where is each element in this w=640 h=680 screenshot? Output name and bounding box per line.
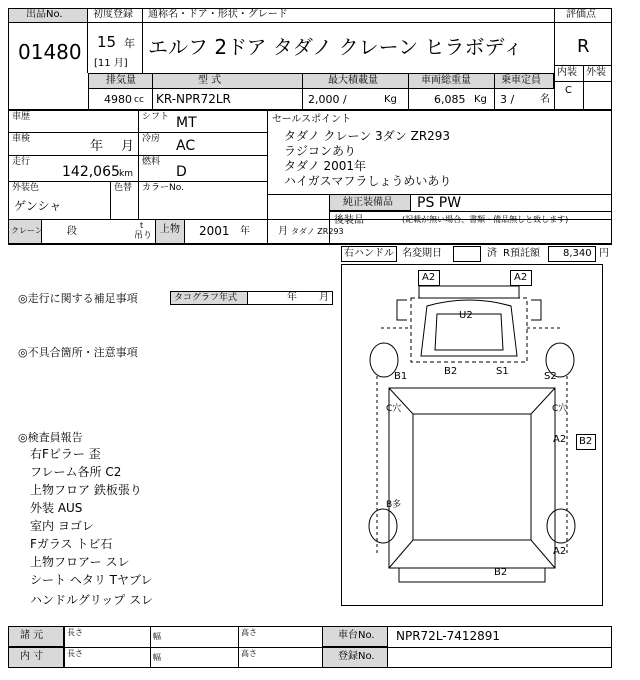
max-load-unit: Kg xyxy=(384,94,397,105)
max-load-value: 2,000 / xyxy=(308,93,347,106)
crane-lift: 吊り xyxy=(134,231,153,241)
fuel-value: D xyxy=(176,164,187,180)
aftermarket-label: 後装品 xyxy=(334,215,364,226)
body-year-unit: 年 xyxy=(240,226,250,237)
mark-b2-cab: B2 xyxy=(444,366,458,377)
interior-label: 内装 xyxy=(557,67,577,78)
length-label-2: 長さ xyxy=(67,649,83,658)
tachograph-month: 月 xyxy=(319,292,329,303)
r-fee-label: R預託額 xyxy=(503,248,540,259)
mark-b2-bottom: B2 xyxy=(494,567,508,578)
height-label-1: 高さ xyxy=(241,628,257,637)
crane-t: t xyxy=(140,221,144,230)
color-value: ゲンシャ xyxy=(14,199,62,213)
reg-month: [11 月] xyxy=(94,58,128,69)
r-fee-value: 8,340 xyxy=(563,248,592,259)
inspector-line-7: 上物フロアー スレ xyxy=(30,555,130,569)
crane-steps: 段 xyxy=(67,226,77,237)
color-label: 外装色 xyxy=(12,183,40,193)
inspector-line-2: フレーム各所 C2 xyxy=(30,465,122,479)
lot-label: 出品No. xyxy=(26,9,63,20)
name-change-box xyxy=(453,246,481,262)
capacity-label: 乗車定員 xyxy=(501,75,541,86)
car-name: エルフ 2ドア タダノ クレーン ヒラボディ xyxy=(148,35,523,59)
sales-line-1: タダノ クレーン 3ダン ZR293 xyxy=(284,129,451,143)
mark-s1: S1 xyxy=(496,366,509,377)
chassis-number: NPR72L-7412891 xyxy=(396,629,501,643)
mark-a2-tr: A2 xyxy=(514,272,528,283)
dims-label: 内 寸 xyxy=(20,651,44,662)
mark-a2-tl: A2 xyxy=(422,272,436,283)
mileage-label: 走行 xyxy=(12,157,31,167)
mark-b-many: B多 xyxy=(386,500,402,510)
inspector-line-1: 右Fピラー 歪 xyxy=(30,447,101,461)
body-year: 2001 xyxy=(199,224,230,238)
mileage-value: 142,065 xyxy=(62,164,120,180)
mileage-unit: km xyxy=(119,169,133,179)
gross-weight-value: 6,085 xyxy=(434,93,466,106)
inspector-line-9: ハンドルグリップ スレ xyxy=(30,593,154,607)
inspection-month: 月 xyxy=(121,139,135,154)
reg-label: 登録No. xyxy=(338,651,375,662)
capacity-unit: 名 xyxy=(540,94,550,105)
width-label-2: 幅 xyxy=(153,653,161,662)
inspection-label: 車検 xyxy=(12,134,31,144)
aftermarket-note: (記載が無い場合、書類・備品無しと致します) xyxy=(402,215,569,224)
inspector-line-8: シート ヘタリ Tヤブレ xyxy=(30,573,153,587)
max-load-label: 最大積載量 xyxy=(328,75,378,86)
name-change-label: 名変期日 xyxy=(402,248,442,259)
model-label: 通称名・ドア・形状・グレード xyxy=(148,9,288,20)
shift-value: MT xyxy=(176,115,197,131)
body-model: タダノ ZR293 xyxy=(291,227,344,236)
grade-label: 評価点 xyxy=(566,9,596,20)
mark-c-hole-left: C穴 xyxy=(386,404,402,414)
steering-value: 右ハンドル xyxy=(344,248,394,259)
inspector-line-5: 室内 ヨゴレ xyxy=(30,519,94,533)
mark-a2-right-low: A2 xyxy=(553,546,567,557)
shift-label: シフト xyxy=(142,112,170,122)
sales-line-4: ハイガスマフラしょうめいあり xyxy=(284,174,452,188)
sales-line-3: タダノ 2001年 xyxy=(284,159,366,173)
body-label: 上物 xyxy=(160,224,180,235)
fuel-label: 燃料 xyxy=(142,157,161,167)
genuine-label: 純正装備品 xyxy=(343,197,393,208)
inspector-line-6: Fガラス トビ石 xyxy=(30,537,113,551)
lot-number: 01480 xyxy=(18,40,82,64)
crane-label: クレーン xyxy=(11,226,43,235)
mark-c-hole-right: C穴 xyxy=(552,404,568,414)
body-month: 月 xyxy=(278,226,288,237)
chassis-label: 車台No. xyxy=(338,630,375,641)
ac-value: AC xyxy=(176,138,196,154)
genuine-value: PS PW xyxy=(417,195,462,211)
r-fee-unit: 円 xyxy=(599,248,609,259)
inspector-title: ◎検査員報告 xyxy=(18,431,83,444)
mark-s2: S2 xyxy=(544,371,557,382)
capacity-value: 3 / xyxy=(500,93,515,106)
history-label: 車歴 xyxy=(12,112,31,122)
displacement-value: 4980 xyxy=(104,93,132,106)
driving-notes-title: ◎走行に関する補足事項 xyxy=(18,292,138,305)
defects-title: ◎不具合箇所・注意事項 xyxy=(18,346,138,359)
length-label-1: 長さ xyxy=(67,628,83,637)
color-no-label: カラーNo. xyxy=(142,183,184,193)
mark-u2: U2 xyxy=(459,310,473,321)
gross-weight-unit: Kg xyxy=(474,94,487,105)
grade-value: R xyxy=(577,36,590,57)
exterior-label: 外装 xyxy=(586,67,606,78)
spec-header-bg xyxy=(88,73,554,89)
height-label-2: 高さ xyxy=(241,649,257,658)
reg-year-unit: 年 xyxy=(124,37,135,50)
reg-year: 15 xyxy=(97,33,117,51)
inspection-year: 年 xyxy=(90,139,104,154)
type-label: 型 式 xyxy=(198,75,222,86)
gross-weight-label: 車両総重量 xyxy=(421,75,471,86)
first-reg-label: 初度登録 xyxy=(93,9,133,20)
mark-b2-right: B2 xyxy=(579,436,593,447)
sales-line-2: ラジコンあり xyxy=(284,144,357,158)
displacement-label: 排気量 xyxy=(106,75,136,86)
type-value: KR-NPR72LR xyxy=(156,92,231,106)
sales-point-title: セールスポイント xyxy=(272,114,352,125)
interior-grade: C xyxy=(565,85,572,96)
mark-b1: B1 xyxy=(394,371,408,382)
color-code-label: 色替 xyxy=(114,183,133,193)
ac-label: 冷房 xyxy=(142,134,161,144)
displacement-unit: cc xyxy=(134,95,144,105)
inspector-line-3: 上物フロア 鉄板張り xyxy=(30,483,142,497)
inspector-line-4: 外装 AUS xyxy=(30,501,83,515)
width-label-1: 幅 xyxy=(153,632,161,641)
mark-a2-right-mid: A2 xyxy=(553,434,567,445)
tachograph-year: 年 xyxy=(287,292,297,303)
spec-label: 諸 元 xyxy=(20,630,44,641)
tachograph-label: タコグラフ年式 xyxy=(174,293,238,303)
recycle-label: 済 xyxy=(487,248,497,259)
